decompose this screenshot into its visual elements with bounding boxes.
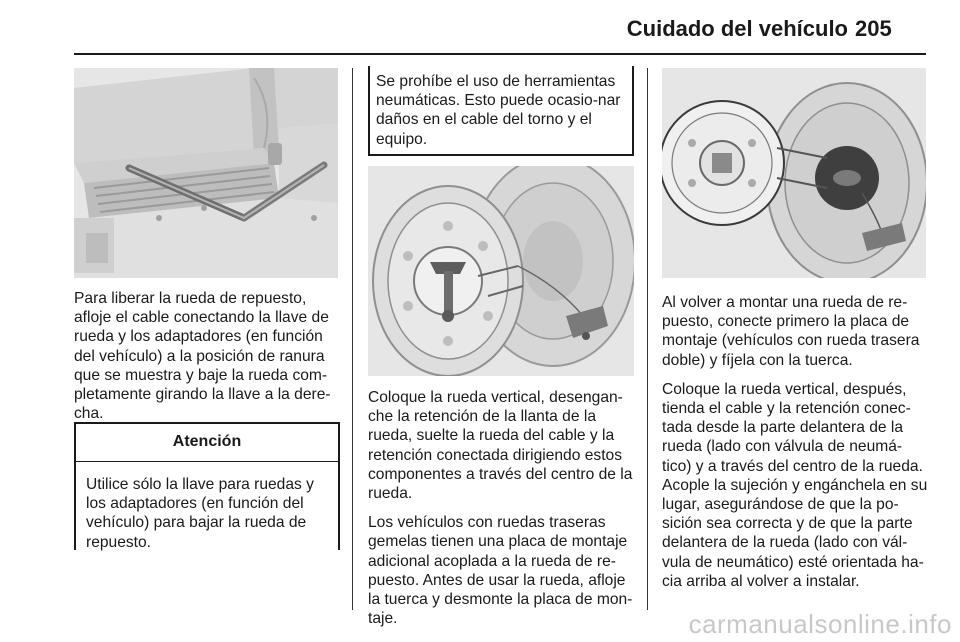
spare-wheel-illustration bbox=[662, 68, 926, 278]
wheel-cable-illustration bbox=[368, 166, 634, 376]
col3-paragraph-1: Al volver a montar una rueda de re-puesto, conecte primero la placa de montaje (vehículos con rueda trasera doble) y fíjela con la tuerca. bbox=[662, 294, 920, 369]
page-number: 205 bbox=[855, 16, 892, 41]
col3-text bbox=[662, 293, 928, 601]
spare-wheel-mount-figure bbox=[662, 68, 926, 278]
col2-paragraph-1: Coloque la rueda vertical, desengan-che la retención de la llanta de la rueda, suelte la rueda del cable y la retención conectada dirigiendo estos componentes a través del centro de la rueda. bbox=[368, 389, 633, 503]
header-rule bbox=[74, 53, 926, 55]
column-separator bbox=[647, 68, 648, 610]
notice-title: Atención bbox=[76, 424, 338, 462]
watermark: carmanualsonline.info bbox=[688, 609, 952, 639]
col2-text bbox=[368, 388, 636, 638]
col1-paragraph: Para liberar la rueda de repuesto, afloje el cable conectando la llave de rueda y los adaptadores (en función del vehículo) a la posición de ranura que se muestra y baje la rueda com-pletamente girando la llave a la dere-cha. bbox=[74, 290, 331, 423]
col3-paragraph-2: Coloque la rueda vertical, después, tienda el cable y la retención conec-tada desde la parte delantera de la rueda (lado con válvula de neumá-tico) y a través del centro de la rueda. Acople la sujeción y engánchela en su lugar, asegurándose de que la po-sición sea correcta y de que la parte delantera de la rueda (lado con vál-vula de neumático) esté orientada ha-cia arriba al volver a instalar. bbox=[662, 380, 928, 590]
wheel-cable-retention-figure bbox=[368, 166, 634, 376]
column-separator bbox=[352, 68, 353, 610]
notice-body: Utilice sólo la llave para ruedas y los adaptadores (en función del vehículo) para bajar la rueda de repuesto. bbox=[86, 476, 314, 551]
col1-text bbox=[74, 289, 344, 433]
col2-paragraph-2: Los vehículos con ruedas traseras gemelas tienen una placa de montaje adicional acoplada a la rueda de re-puesto. Antes de usar la rueda, afloje la tuerca y desmonte la placa de mon-taje. bbox=[368, 514, 633, 628]
warning-box bbox=[368, 66, 634, 156]
warning-text: Se prohíbe el uso de herramientas neumáticas. Esto puede ocasio-nar daños en el cable del torno y el equipo. bbox=[376, 73, 621, 148]
rear-underbody-wrench-figure bbox=[74, 68, 338, 278]
notice-box bbox=[74, 422, 340, 550]
rear-underbody-illustration bbox=[74, 68, 338, 278]
section-title: Cuidado del vehículo bbox=[626, 16, 848, 41]
